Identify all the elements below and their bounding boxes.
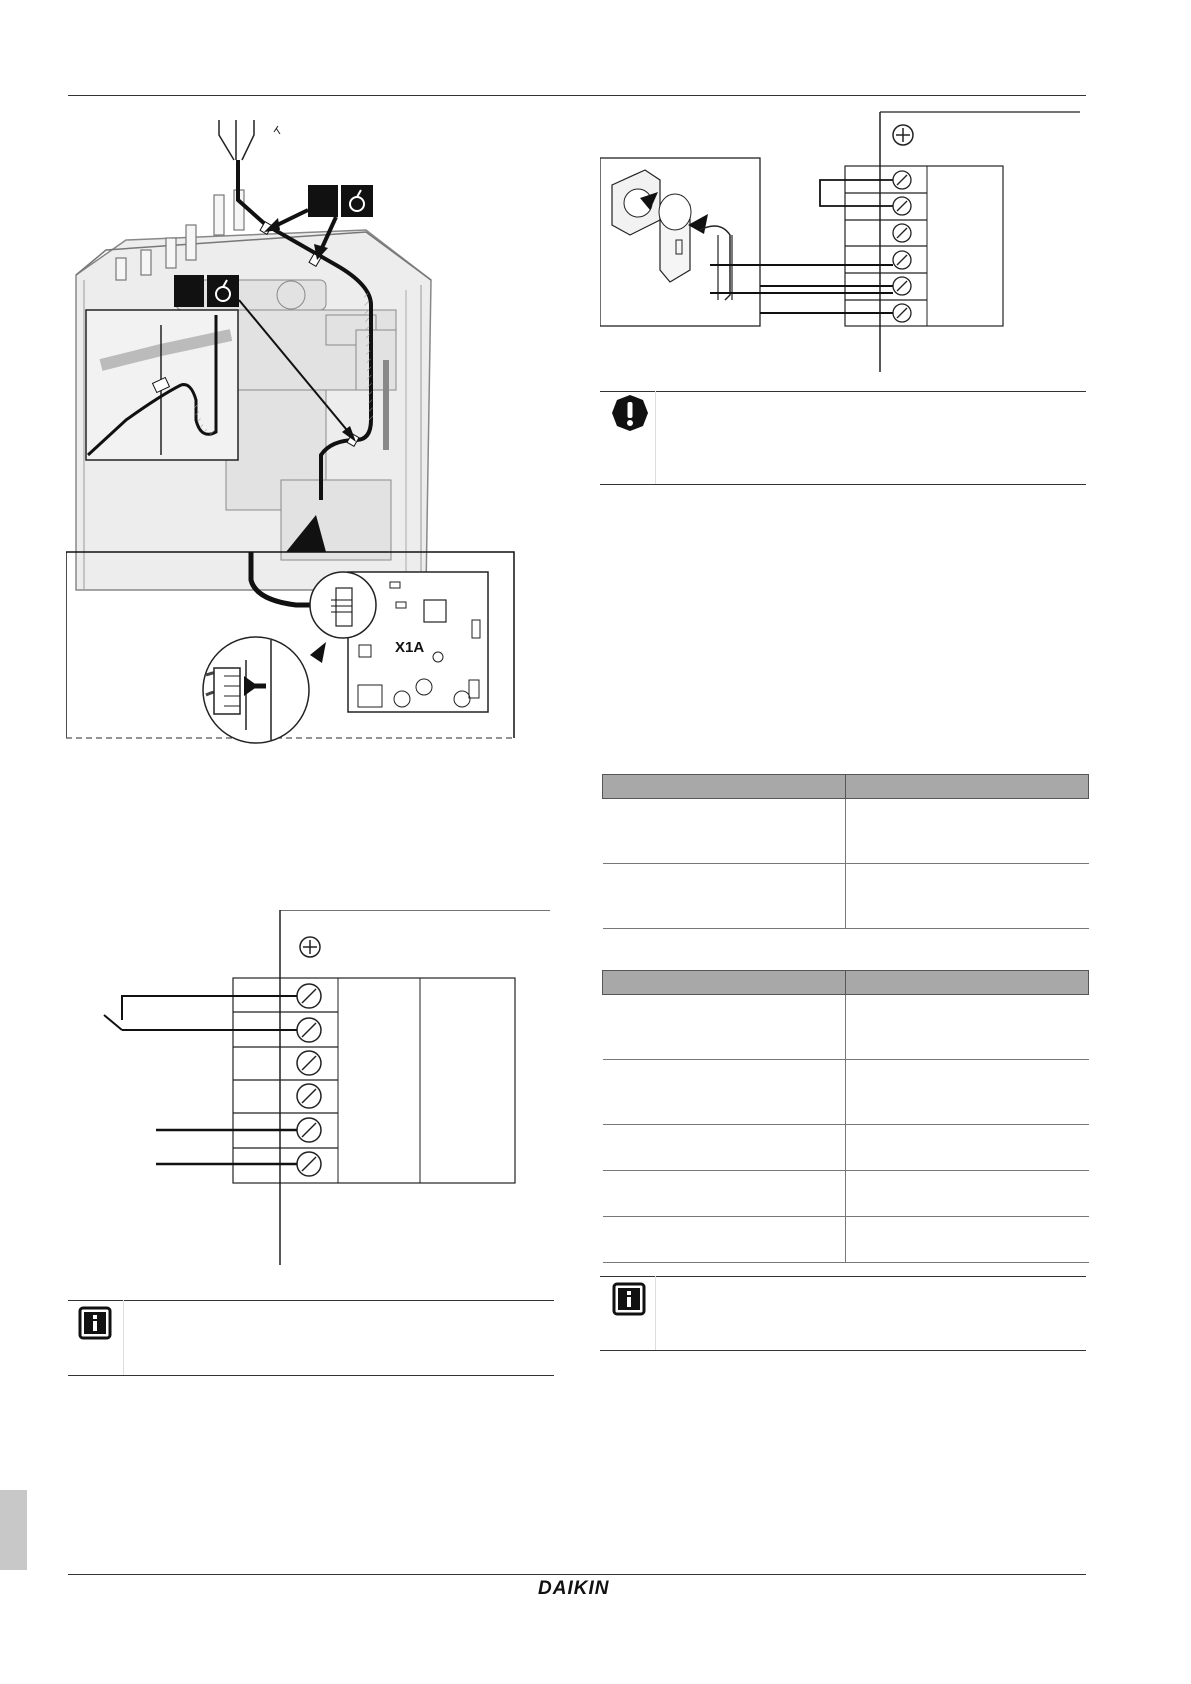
table-cell: [846, 1125, 1089, 1171]
warning-notice-bottom-rule: [600, 484, 1086, 485]
chapter-side-tab: [0, 1490, 27, 1570]
table-row: [603, 864, 1089, 929]
table-cell: [846, 799, 1089, 864]
table-2-header: [603, 971, 1089, 995]
table-cell: [603, 1060, 846, 1125]
table-row: [603, 1125, 1089, 1171]
info-notice-right-bottom-rule: [600, 1350, 1086, 1351]
info-notice-bottom-rule: [68, 1375, 554, 1376]
table-cell: [603, 995, 846, 1060]
table-1-header: [603, 775, 1089, 799]
table-cell: [846, 995, 1089, 1060]
terminal-wiring-diagram-left: [80, 910, 560, 1280]
unit-wiring-illustration: [66, 120, 556, 800]
table-2: [602, 970, 1089, 1263]
table-cell: [603, 1125, 846, 1171]
table-cell: [603, 799, 846, 864]
table-row: [603, 799, 1089, 864]
table-cell: [846, 864, 1089, 929]
table-row: [603, 1217, 1089, 1263]
info-notice-top-rule: [68, 1300, 554, 1301]
table-2-header-col-2: [846, 971, 1089, 995]
table-cell: [603, 1171, 846, 1217]
table-cell: [603, 864, 846, 929]
warning-notice-divider: [655, 391, 656, 484]
brand-logo: DAIKIN: [538, 1578, 610, 1599]
table-1-header-col-2: [846, 775, 1089, 799]
table-1-header-col-1: [603, 775, 846, 799]
table-row: [603, 1060, 1089, 1125]
info-notice-right-divider: [655, 1276, 656, 1350]
table-cell: [846, 1171, 1089, 1217]
exclamation-icon: [611, 394, 649, 432]
table-2-header-col-1: [603, 971, 846, 995]
info-notice-right-top-rule: [600, 1276, 1086, 1277]
warning-notice-top-rule: [600, 391, 1086, 392]
info-icon: [612, 1282, 646, 1316]
header-rule: [68, 95, 1086, 96]
table-cell: [846, 1217, 1089, 1263]
info-icon: [78, 1306, 112, 1340]
info-notice-divider: [123, 1300, 124, 1375]
footer-rule: [68, 1574, 1086, 1575]
table-1: [602, 774, 1089, 929]
table-row: [603, 1171, 1089, 1217]
pcb-connector-label: X1A: [395, 639, 425, 656]
table-cell: [846, 1060, 1089, 1125]
socket-wiring-diagram: [600, 110, 1080, 380]
table-cell: [603, 1217, 846, 1263]
table-row: [603, 995, 1089, 1060]
